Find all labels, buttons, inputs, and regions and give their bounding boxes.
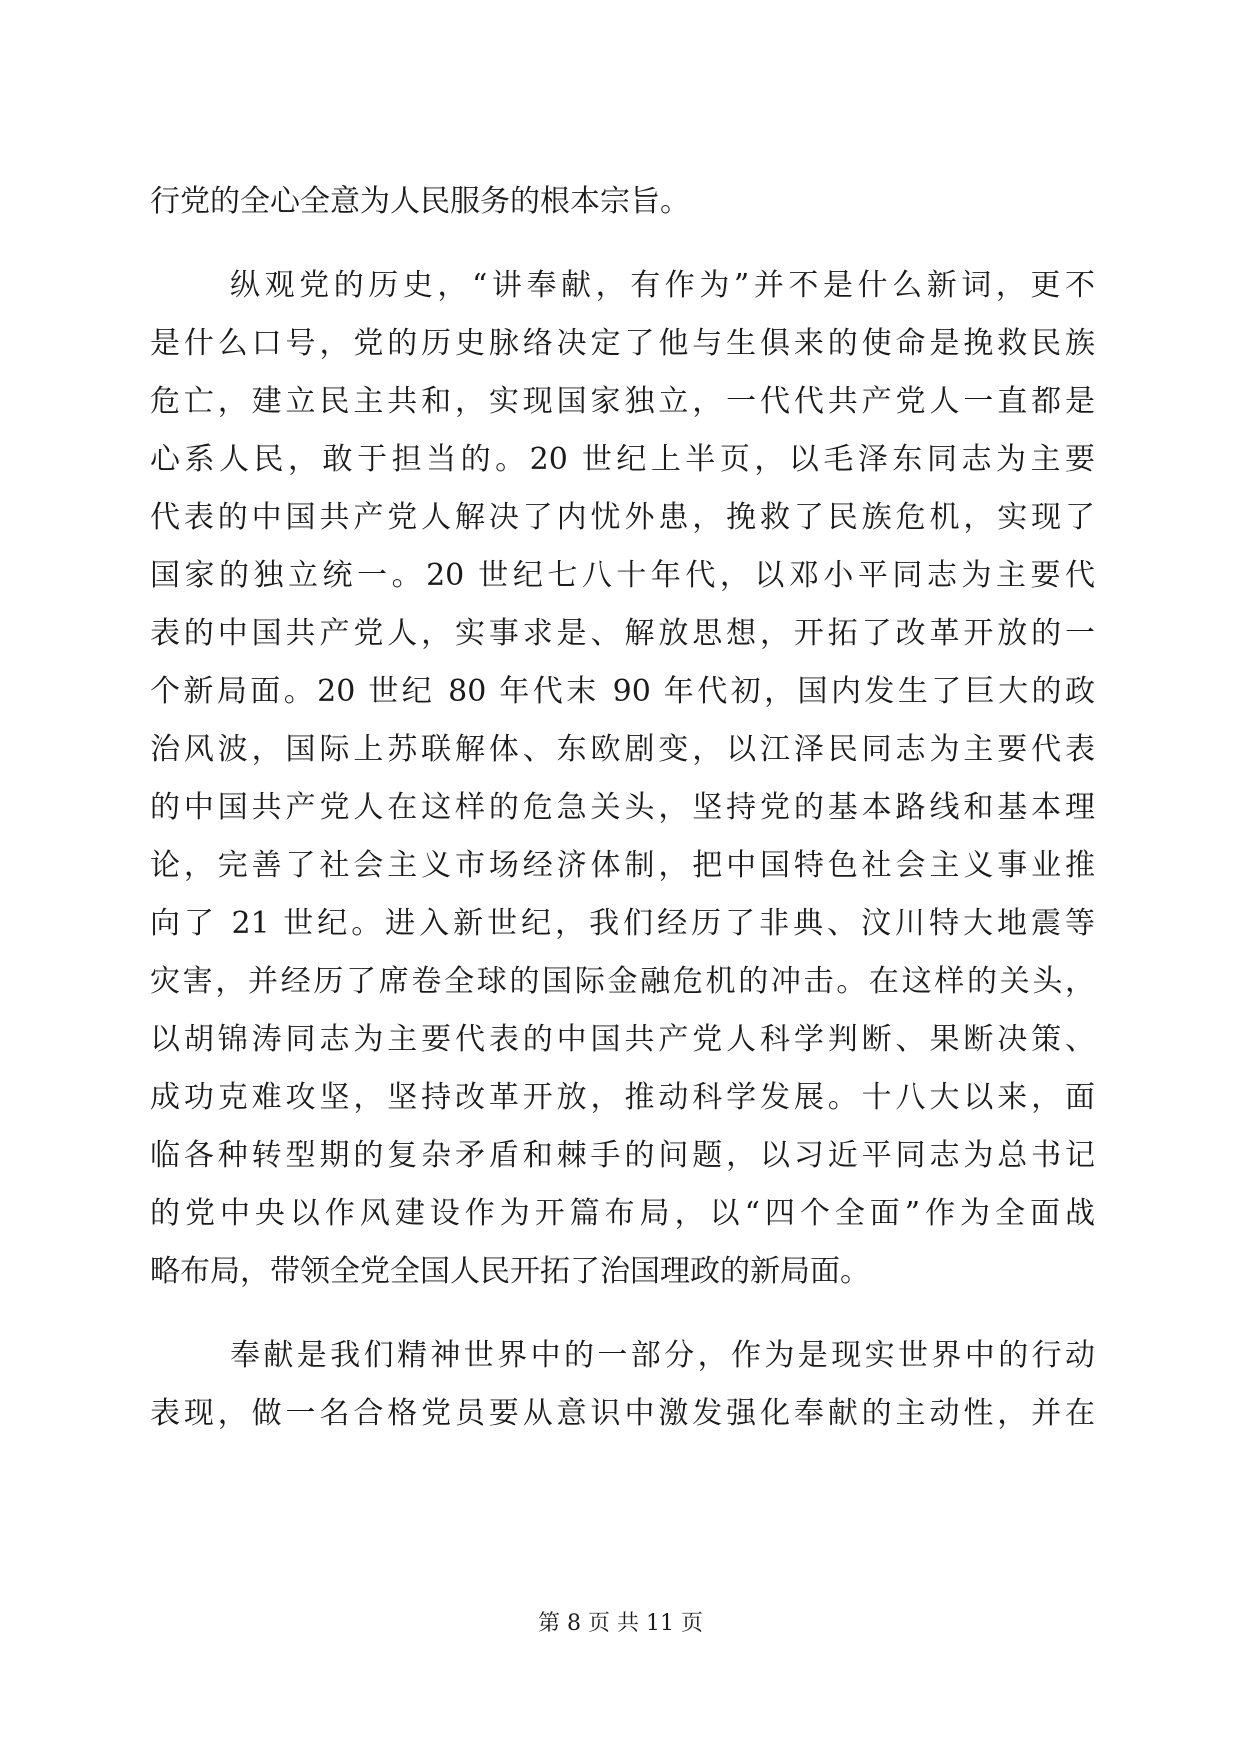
text-line: 危亡，建立民主共和，实现国家独立，一代代共产党人一直都是 (150, 384, 1095, 419)
text-line: 以胡锦涛同志为主要代表的中国共产党人科学判断、果断决策、 (150, 1022, 1095, 1057)
text-line: 的党中央以作风建设作为开篇布局，以“四个全面”作为全面战 (150, 1196, 1095, 1231)
paragraph-first-line: 奉献是我们精神世界中的一部分，作为是现实世界中的行动 (230, 1338, 1095, 1373)
text-line: 的中国共产党人在这样的危急关头，坚持党的基本路线和基本理 (150, 790, 1095, 825)
text-line: 是什么口号，党的历史脉络决定了他与生俱来的使命是挽救民族 (150, 326, 1095, 361)
text-line: 灾害，并经历了席卷全球的国际金融危机的冲击。在这样的关头， (150, 964, 1095, 999)
page-number-footer: 第 8 页 共 11 页 (538, 1611, 703, 1636)
text-line: 表现，做一名合格党员要从意识中激发强化奉献的主动性，并在 (150, 1396, 1095, 1431)
text-line: 表的中国共产党人，实事求是、解放思想，开拓了改革开放的一 (150, 616, 1095, 651)
text-line: 代表的中国共产党人解决了内忧外患，挽救了民族危机，实现了 (150, 500, 1095, 535)
text-line: 行党的全心全意为人民服务的根本宗旨。 (150, 184, 690, 219)
text-line: 论，完善了社会主义市场经济体制，把中国特色社会主义事业推 (150, 848, 1095, 883)
text-line: 心系人民，敢于担当的。20 世纪上半页，以毛泽东同志为主要 (150, 442, 1095, 477)
text-line: 成功克难攻坚，坚持改革开放，推动科学发展。十八大以来，面 (150, 1080, 1095, 1115)
text-line: 国家的独立统一。20 世纪七八十年代，以邓小平同志为主要代 (150, 558, 1095, 593)
text-line: 临各种转型期的复杂矛盾和棘手的问题，以习近平同志为总书记 (150, 1138, 1095, 1173)
text-line: 治风波，国际上苏联解体、东欧剧变，以江泽民同志为主要代表 (150, 732, 1095, 767)
paragraph-first-line: 纵观党的历史，“讲奉献，有作为”并不是什么新词，更不 (230, 268, 1095, 303)
text-line: 略布局，带领全党全国人民开拓了治国理政的新局面。 (150, 1254, 870, 1289)
text-line: 个新局面。20 世纪 80 年代末 90 年代初，国内发生了巨大的政 (150, 674, 1095, 709)
text-line: 向了 21 世纪。进入新世纪，我们经历了非典、汶川特大地震等 (150, 906, 1095, 941)
